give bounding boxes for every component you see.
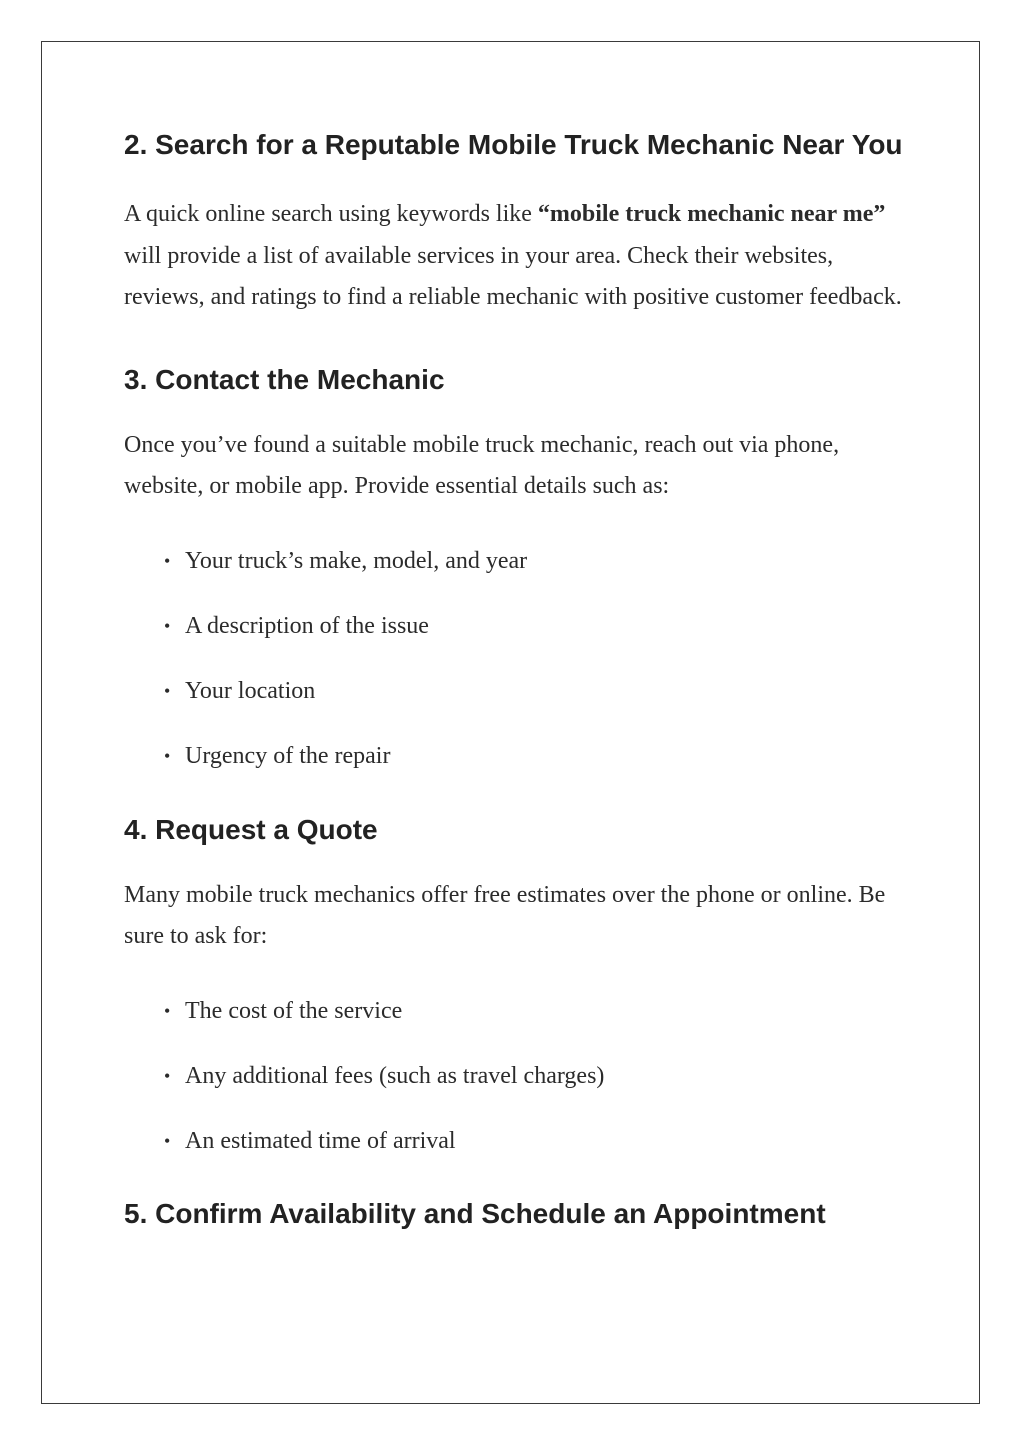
keyword-emphasis: “mobile truck mechanic near me” (537, 201, 886, 227)
section-paragraph-search (124, 194, 914, 319)
bullet-icon: • (164, 1130, 171, 1151)
bullet-icon: • (164, 680, 171, 701)
section-heading-contact: 3. Contact the Mechanic (124, 363, 445, 395)
list-item (164, 546, 914, 576)
bullet-icon: • (164, 1000, 171, 1021)
section-paragraph-quote: Many mobile truck mechanics offer free estimates over the phone or online. Be sure to ask for: (124, 881, 886, 949)
bullet-icon: • (164, 615, 171, 636)
list-item-text: The cost of the service (185, 997, 403, 1024)
list-item-text: Urgency of the repair (185, 742, 391, 769)
section-paragraph-contact: Once you’ve found a suitable mobile truck mechanic, reach out via phone, website, or mobile app. Provide essential details such as: (124, 431, 840, 499)
bullet-icon: • (164, 550, 171, 571)
list-item (164, 1126, 914, 1156)
list-item (164, 1061, 914, 1091)
list-item-text: A description of the issue (185, 612, 429, 639)
list-item (164, 676, 914, 706)
section-heading-quote: 4. Request a Quote (124, 813, 378, 845)
bullet-icon: • (164, 745, 171, 766)
list-item (164, 996, 914, 1026)
bullet-icon: • (164, 1065, 171, 1086)
list-item (164, 741, 914, 771)
list-item (164, 611, 914, 641)
list-item-text: Your location (185, 677, 316, 704)
quote-details-list (124, 996, 914, 1156)
list-item-text: Your truck’s make, model, and year (185, 547, 528, 574)
paragraph-text-lead: A quick online search using keywords like (124, 201, 538, 227)
section-heading-schedule: 5. Confirm Availability and Schedule an Appointment (124, 1197, 826, 1229)
paragraph-text-rest: will provide a list of available services in your area. Check their websites, reviews, and ratings to find a reliable mechanic with positive customer feedback. (124, 242, 902, 310)
contact-details-list (124, 546, 914, 771)
list-item-text: Any additional fees (such as travel charges) (185, 1062, 605, 1089)
document-content (124, 126, 914, 1233)
section-heading-search: 2. Search for a Reputable Mobile Truck Mechanic Near You (124, 129, 903, 160)
list-item-text: An estimated time of arrival (185, 1127, 456, 1154)
